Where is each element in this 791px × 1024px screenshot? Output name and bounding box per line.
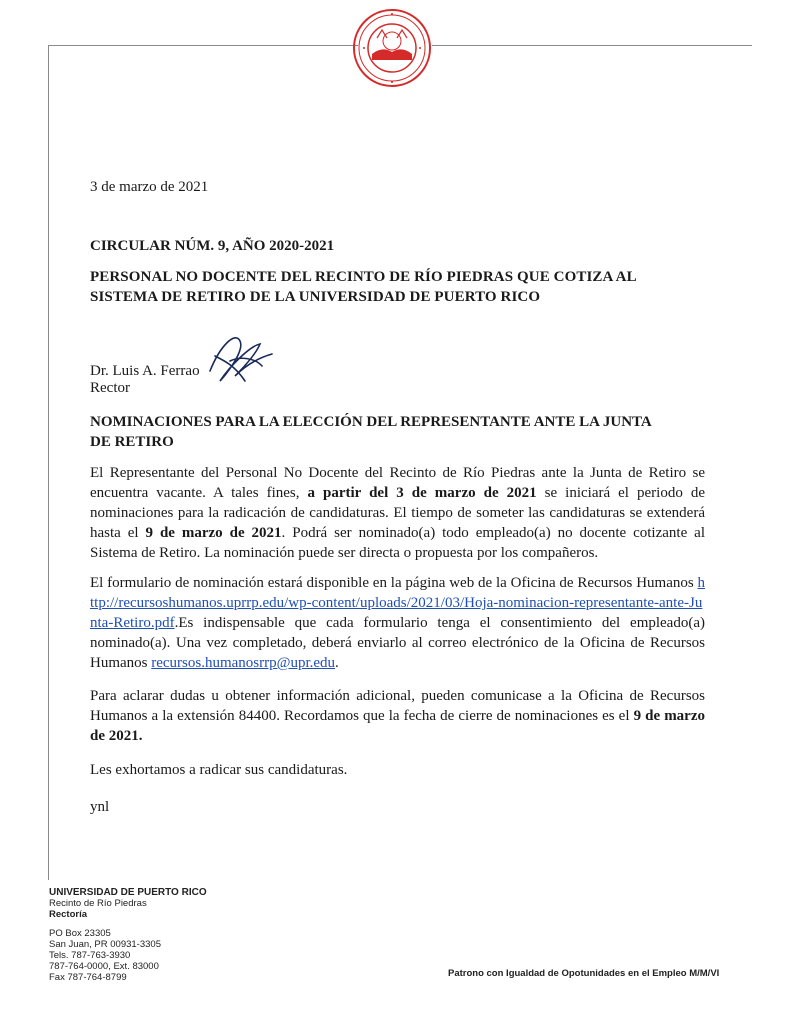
p1-start-date: a partir del 3 de marzo de 2021	[307, 485, 537, 501]
circular-number: CIRCULAR NÚM. 9, AÑO 2020-2021	[90, 238, 335, 254]
footer-university: UNIVERSIDAD DE PUERTO RICO	[49, 887, 207, 898]
subject-line-2: SISTEMA DE RETIRO DE LA UNIVERSIDAD DE PUERTO RICO	[90, 289, 541, 305]
typist-initials: ynl	[90, 799, 110, 815]
letter-date: 3 de marzo de 2021	[90, 179, 209, 195]
footer-city: San Juan, PR 00931-3305	[49, 939, 161, 950]
nomination-title	[90, 412, 705, 452]
frame-line-top-left	[48, 45, 358, 46]
p1-text-a: El Representante del Personal No Docente del Recinto de Río Piedras ante la Junta de Retiro se encuentra vacante. A tales fines,	[90, 465, 705, 501]
footer-fax: Fax 787-764-8799	[49, 972, 127, 983]
signer-name: Dr. Luis A. Ferrao	[90, 363, 200, 379]
p1-text-c: se iniciará el periodo de nominaciones para la radicación de candidaturas. El tiempo de someter las candidaturas se extenderá hasta el	[90, 485, 705, 541]
frame-line-left	[48, 45, 49, 880]
upr-seal-icon	[352, 8, 432, 88]
footer-campus: Recinto de Río Piedras	[49, 898, 147, 909]
subject-line-1: PERSONAL NO DOCENTE DEL RECINTO DE RÍO PIEDRAS QUE COTIZA AL	[90, 269, 637, 285]
p2-text-b: .Es indispensable que cada formulario tenga el consentimiento del empleado(a) nominado(a). Una vez completado, deberá enviarlo al correo electrónico de la Oficina de Recursos Humanos	[90, 615, 705, 671]
form-link[interactable]: http://recursoshumanos.uprrp.edu/wp-content/uploads/2021/03/Hoja-nominacion-representante-ante-Junta-Retiro.pdf	[90, 575, 705, 631]
frame-line-top-right	[432, 45, 752, 46]
paragraph-contact	[90, 686, 705, 746]
nomination-title-line-2: DE RETIRO	[90, 434, 174, 450]
p1-end-date: 9 de marzo de 2021	[145, 525, 282, 541]
paragraph-form	[90, 573, 705, 673]
p1-text-e: . Podrá ser nominado(a) todo empleado(a) no docente cotizante al Sistema de Retiro. La nominación puede ser directa o propuesta por los compañeros.	[90, 525, 705, 561]
p2-text-c: .	[335, 655, 339, 671]
signer-title: Rector	[90, 380, 130, 396]
footer-address	[49, 887, 299, 983]
handwritten-signature	[200, 326, 280, 396]
paragraph-announcement	[90, 463, 705, 563]
p3-text-a: Para aclarar dudas u obtener información adicional, pueden comunicase a la Oficina de Recursos Humanos a la extensión 84400. Recordamos que la fecha de cierre de nominaciones es el	[90, 688, 705, 724]
nomination-title-line-1: NOMINACIONES PARA LA ELECCIÓN DEL REPRESENTANTE ANTE LA JUNTA	[90, 414, 652, 430]
p3-closing-date: 9 de marzo de 2021.	[90, 708, 706, 744]
footer-phone-2: 787-764-0000, Ext. 83000	[49, 961, 159, 972]
footer-phone-1: Tels. 787-763-3930	[49, 950, 131, 961]
p2-text-a: El formulario de nominación estará disponible en la página web de la Oficina de Recursos Humanos	[90, 575, 698, 591]
closing-exhortation: Les exhortamos a radicar sus candidaturas.	[90, 762, 348, 778]
footer-po-box: PO Box 23305	[49, 928, 111, 939]
footer-office: Rectoría	[49, 909, 88, 920]
email-link[interactable]: recursos.humanosrrp@upr.edu	[151, 655, 336, 671]
equal-opportunity-notice: Patrono con Igualdad de Opotunidades en el Empleo M/M/VI	[448, 968, 720, 979]
letter-subject	[90, 267, 705, 307]
